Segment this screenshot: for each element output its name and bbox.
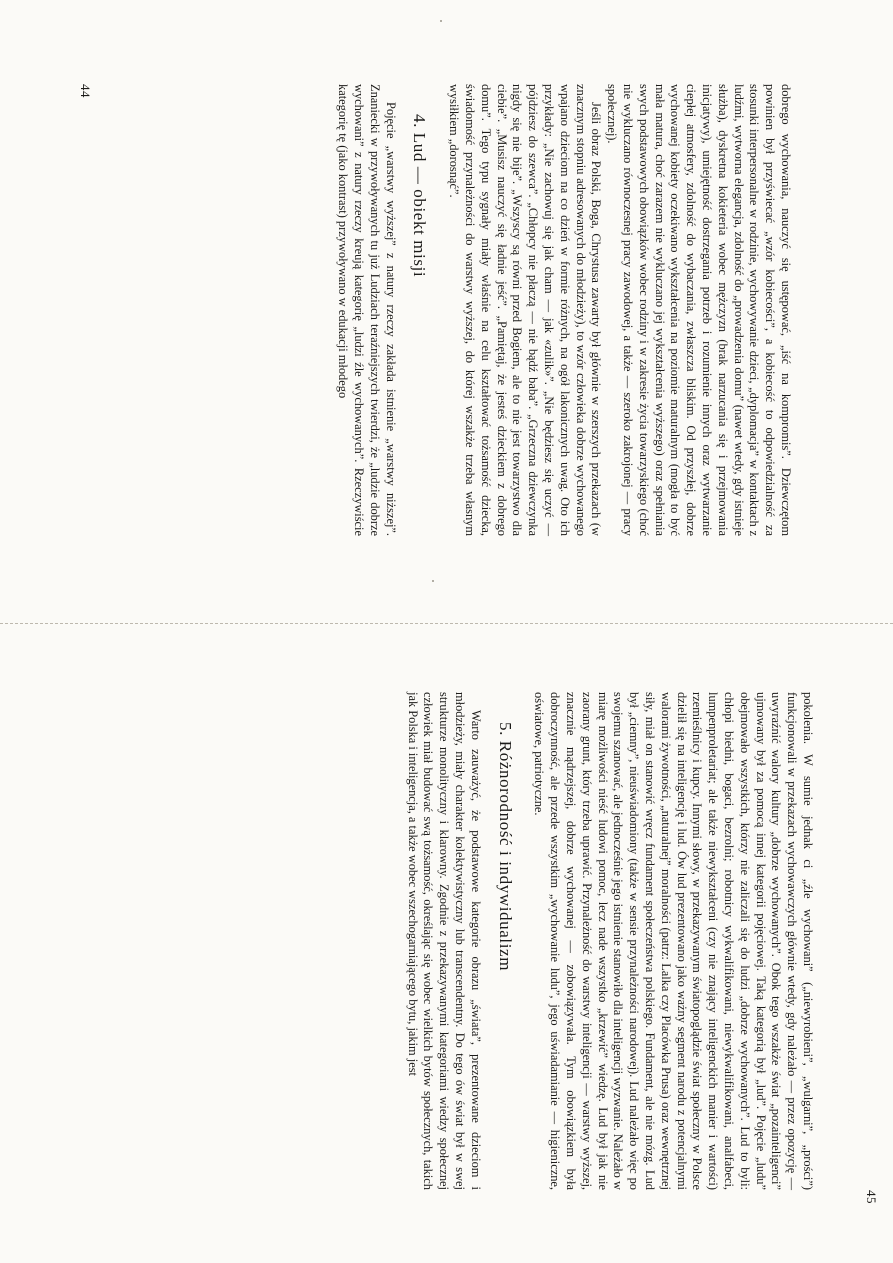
right-page-body [404,692,815,1190]
scan-speck [440,20,442,22]
page-number-45: 45 [864,1190,879,1204]
left-page-rotated-content [0,0,893,590]
right-page-scan [0,630,893,1263]
left-page-paragraph-1: dobrego wychowania, nauczyć się ustępować, „iść na kompromis”. Dziewczętom powinien był przyświecać „wzór kobiecości”, a kobiecość to odpowiedzialność za stosunki interpersonalne w rodzinie, wychowywanie dzieci, „dyplomacja” w kontaktach z ludźmi, wytworna elegancja, zdolność do „prowadzenia domu” (nawet wtedy, gdy istnieje służba), dyskretna kokieteria wobec mężczyzn (brak narzucania się i przejmowania inicjatywy), umiejętność dostrzegania potrzeb i rozumienie innych oraz wytwarzanie ciepłej atmosfery, zdolność do wybaczania, zwłaszcza bliskim. Od przyszłej, dobrze wychowanej kobiety oczekiwano wykształcenia na poziomie maturalnym (mogła to być mała matura, choć zarazem nie wykluczano jej wykształcenia wyższego) oraz spełniania swych podstawowych obowiązków wobec rodziny i w zakresie życia towarzyskiego (choć nie wykluczano równoczesnej pracy zawodowej, a także — szeroko zakrojonej — pracy społecznej). [605,84,793,536]
left-page-paragraph-3: Pojęcie „warstwy wyższej” z natury rzeczy zakłada istnienie „warstwy niższej”. Znaniecki w przywoływanych tu już Ludziach teraźniejszych twierdzi, że „ludzie dobrze wychowani” z natury rzeczy kreują kategorię „ludzi źle wychowanych”. Rzeczywiście kategorię tę (jako kontrast) przywoływano w edukacji młodego [336,84,398,536]
section-heading-5: 5. Różnorodność i indywidualizm [495,722,515,972]
page-number-44: 44 [78,84,93,98]
section-heading-4: 4. Lud — obiekt misji [410,114,430,278]
right-page-paragraph-1: pokolenia. W sumie jednak ci „źle wychowani” („niewyrobieni”, „wulgarni”, „prości”) funkcjonowali w przekazach wychowawczych głównie wtedy, gdy należało — przez opozycję — uwyraźnić walory kultury „dobrze wychowanych”. Obok tego wszakże świat „pozainteligenci” ujmowany był za pomocą innej kategorii pojęciowej. Taką kategorią był „lud”. Pojęcie „ludu” obejmowało wszystkich, którzy nie zaliczali się do ludzi „dobrze wychowanych”. Lud to byli: chłopi biedni, bogaci, bezrolni; robotnicy wykwalifikowani, niewykwalifikowani, analfabeci, lumpenproletariat; ale także niewykształceni (czy nie znający inteligenckich manier i wartości) rzemieślnicy i kupcy. Innymi słowy, w przekazywanym światopoglądzie świat społeczny w Polsce dzielił się na inteligencję i lud. Ów lud prezentowano jako ważny segment narodu z potencjalnymi walorami żywotności, „naturalnej” moralności (patrz: Lalka czy Placówka Prusa) oraz wewnętrznej siły, miał on stanowić wręcz fundament społeczeństwa polskiego. Fundament, ale nie mózg. Lud był „ciemny”, nieuświadomiony (także w sensie przynależności narodowej). Lud należało więc po swojemu szanować, ale jednocześnie jego istnienie stanowiło dla inteligencji wyzwanie. Należało w miarę możliwości nieść ludowi pomoc, lecz nade wszystko „krzewić” wiedzę. Lud był jak nie zaorany grunt, który trzeba uprawić. Przynależność do warstwy inteligencji — warstwy wyższej, znacznie mądrzejszej, dobrze wychowanej — zobowiązywała. Tym obowiązkiem była dobroczynność, ale przede wszystkim „wychowanie ludu”, jego uświadamianie — higieniczne, oświatowe, patriotyczne. [532,692,815,1190]
right-page-rotated-content [0,630,893,1263]
left-page-paragraph-2: Jeśli obraz Polski, Boga, Chrystusa zawarty był głównie w szerszych przekazach (w znacznym stopniu adresowanych do młodzieży), to wzór człowieka dobrze wychowanego wpajano dzieciom na co dzień w formie różnych, na ogół lakonicznych uwag. Oto ich przykłady: „Nie zachowuj się jak cham — jak «zulik»”. „Nie będziesz się uczyć — pójdziesz do szewca”. „Chłopcy nie płaczą — nie bądź baba”. „Grzeczna dziewczynka nigdy się nie bije”. „Wszyscy są równi przed Bogiem, ale to nie jest towarzystwo dla ciebie”. „Musisz nauczyć się ładnie jeść”. „Pamiętaj, że jesteś dzieckiem z dobrego domu”. Tego typu sygnały miały właśnie na celu kształtować tożsamość dziecka, świadomość przynależności do warstwy wyższej, do której wszakże trzeba własnym wysiłkiem „dorosnąć”. [447,84,604,536]
page-divider [0,623,893,624]
scan-speck [432,580,434,582]
right-page-paragraph-2: Warto zauważyć, że podstawowe kategorie obrazu „świata”, prezentowane dzieciom i młodzieży, miały charakter kolektywistyczny lub transcendentny. Do tego ów świat był w swej strukturze monolityczny i klarowny. Zgodnie z przekazywanymi kategoriami wiedzy społecznej człowiek miał budować swą tożsamość, określając się wobec wielkich bytów społecznych, takich jak Polska i inteligencja, a także wobec wszechogarniającego bytu, jakim jest [405,692,483,1190]
left-page-body [334,84,793,536]
left-page-scan [0,0,893,618]
